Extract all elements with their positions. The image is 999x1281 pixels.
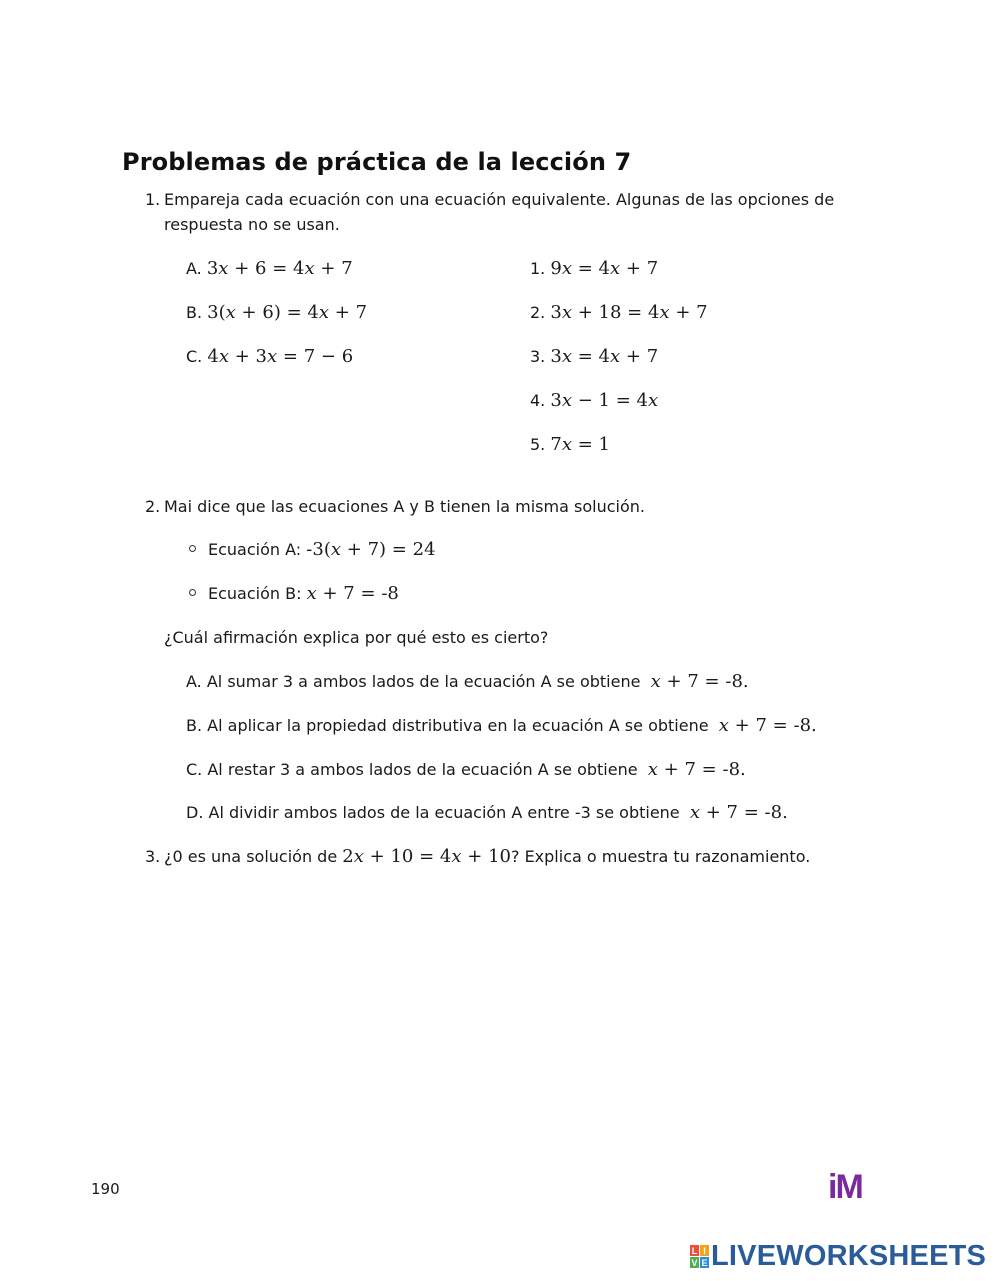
equation-b-item — [189, 583, 399, 605]
page-title: Problemas de práctica de la lección 7 — [122, 148, 632, 176]
equation-label: Ecuación A: — [208, 540, 302, 559]
right-option-equation: 9x = 4x + 7 — [550, 258, 659, 279]
problem-1-prompt-line2: respuesta no se usan. — [164, 215, 340, 234]
left-option-equation: 3(x + 6) = 4x + 7 — [207, 302, 368, 323]
right-option-equation: 3x − 1 = 4x — [550, 390, 659, 411]
answer-option-d[interactable] — [186, 802, 788, 824]
option-label: B. — [186, 716, 203, 735]
right-option-3[interactable] — [530, 346, 658, 368]
problem-3-number: 3. — [145, 847, 161, 866]
equation-value: x + 7 = -8 — [306, 583, 399, 604]
option-label: A. — [186, 672, 202, 691]
problem-3-prompt — [164, 846, 810, 868]
im-logo-icon: iM — [828, 1168, 862, 1206]
left-option-a[interactable] — [186, 258, 353, 280]
bullet-icon — [189, 589, 196, 596]
right-option-label: 3. — [530, 347, 546, 366]
problem-3-text-before: ¿0 es una solución de — [164, 847, 338, 866]
left-option-label: A. — [186, 259, 202, 278]
problem-2-prompt: Mai dice que las ecuaciones A y B tienen la misma solución. — [164, 497, 645, 516]
equation-value: -3(x + 7) = 24 — [306, 539, 436, 560]
problem-3-equation: 2x + 10 = 4x + 10 — [342, 846, 511, 867]
option-text: Al dividir ambos lados de la ecuación A entre -3 se obtiene — [208, 803, 680, 822]
right-option-4[interactable] — [530, 390, 658, 412]
option-equation: x + 7 = -8. — [650, 671, 749, 692]
bullet-icon — [189, 545, 196, 552]
option-label: D. — [186, 803, 204, 822]
left-option-label: B. — [186, 303, 203, 322]
problem-1-number: 1. — [145, 190, 161, 209]
left-option-equation: 3x + 6 = 4x + 7 — [206, 258, 353, 279]
left-option-c[interactable] — [186, 346, 353, 368]
right-option-label: 5. — [530, 435, 546, 454]
page-number: 190 — [91, 1180, 120, 1198]
left-option-b[interactable] — [186, 302, 367, 324]
right-option-equation: 3x = 4x + 7 — [550, 346, 659, 367]
grid-letter: V — [691, 1257, 698, 1268]
answer-option-b[interactable] — [186, 715, 817, 737]
right-option-label: 2. — [530, 303, 546, 322]
grid-letter: L — [691, 1245, 698, 1256]
problem-2-question: ¿Cuál afirmación explica por qué esto es cierto? — [164, 628, 549, 647]
grid-letter: I — [700, 1245, 709, 1256]
option-label: C. — [186, 760, 203, 779]
grid-letter: E — [701, 1257, 708, 1268]
liveworksheets-logo[interactable] — [690, 1240, 986, 1273]
equation-a-item — [189, 539, 436, 561]
right-option-5[interactable] — [530, 434, 610, 456]
left-option-label: C. — [186, 347, 203, 366]
option-text: Al sumar 3 a ambos lados de la ecuación A se obtiene — [206, 672, 641, 691]
problem-1-prompt-line1: Empareja cada ecuación con una ecuación equivalente. Algunas de las opciones de — [164, 190, 835, 209]
answer-option-c[interactable] — [186, 759, 746, 781]
right-option-label: 1. — [530, 259, 546, 278]
equation-label: Ecuación B: — [208, 584, 302, 603]
option-equation: x + 7 = -8. — [689, 802, 788, 823]
left-option-equation: 4x + 3x = 7 − 6 — [207, 346, 354, 367]
answer-option-a[interactable] — [186, 671, 749, 693]
option-text: Al aplicar la propiedad distributiva en la ecuación A se obtiene — [207, 716, 709, 735]
problem-2-number: 2. — [145, 497, 161, 516]
option-equation: x + 7 = -8. — [718, 715, 817, 736]
right-option-1[interactable] — [530, 258, 658, 280]
option-text: Al restar 3 a ambos lados de la ecuación A se obtiene — [207, 760, 638, 779]
liveworksheets-text: LIVEWORKSHEETS — [711, 1240, 987, 1272]
right-option-label: 4. — [530, 391, 546, 410]
problem-3-text-after: ? Explica o muestra tu razonamiento. — [510, 847, 811, 866]
liveworksheets-grid-icon — [690, 1245, 709, 1268]
right-option-equation: 3x + 18 = 4x + 7 — [550, 302, 708, 323]
option-equation: x + 7 = -8. — [647, 759, 746, 780]
right-option-2[interactable] — [530, 302, 708, 324]
right-option-equation: 7x = 1 — [550, 434, 610, 455]
